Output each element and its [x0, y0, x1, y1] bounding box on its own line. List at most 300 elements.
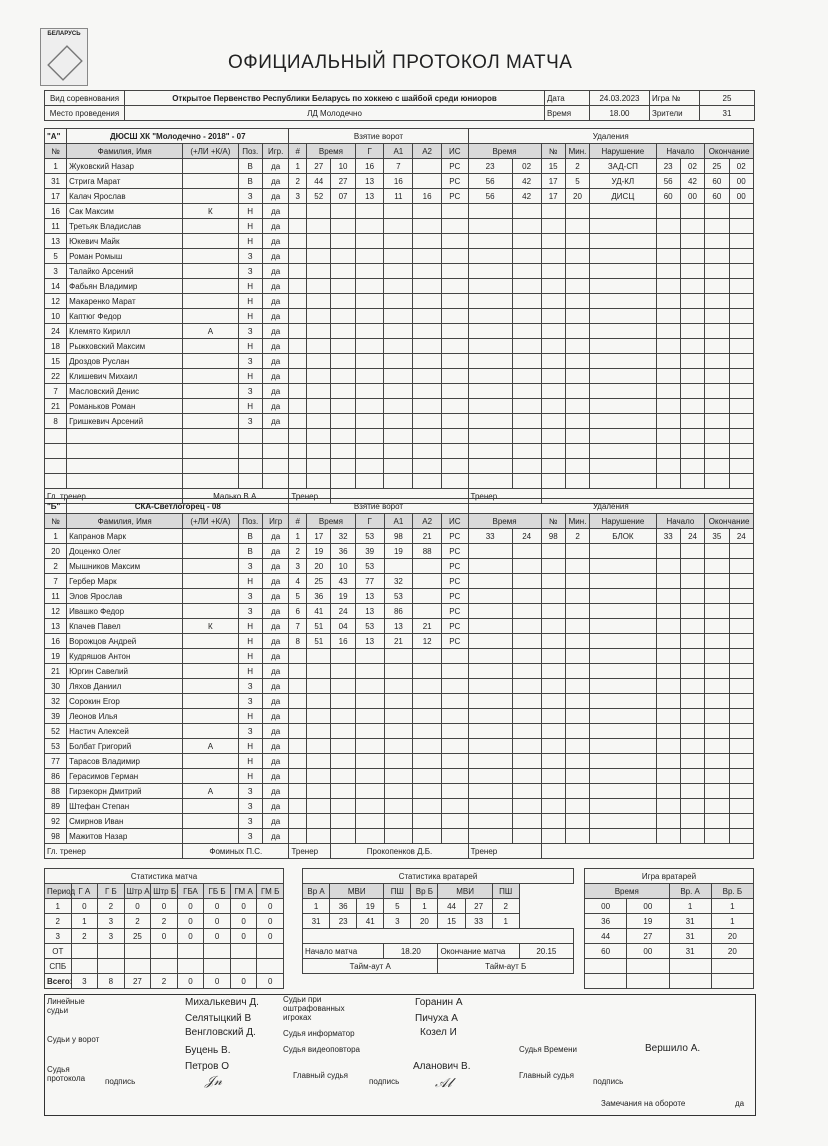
goal-a2 [413, 799, 442, 814]
goalie-play-cell: 31 [669, 929, 711, 944]
goal-g [355, 769, 384, 784]
pen-em [705, 589, 729, 604]
goal-n: 2 [289, 544, 307, 559]
pen-inf [590, 399, 656, 414]
pen-em [705, 649, 729, 664]
goal-a2 [413, 384, 442, 399]
goal-s [331, 769, 355, 784]
pen-min [565, 414, 589, 429]
pen-bs [680, 649, 704, 664]
col-no: № [45, 514, 67, 529]
player-name: Ляхов Даниил [67, 679, 183, 694]
player-mark [183, 474, 238, 489]
pen-inf [590, 544, 656, 559]
coach-label: Гл. тренер [45, 489, 183, 504]
player-no: 13 [45, 619, 67, 634]
player-mark [183, 219, 238, 234]
pen-inf [590, 444, 656, 459]
player-name: Настич Алексей [67, 724, 183, 739]
goal-a1 [384, 739, 413, 754]
goal-a2 [413, 474, 442, 489]
player-play: да [262, 769, 289, 784]
pen-s [512, 574, 541, 589]
pen-min [565, 249, 589, 264]
logo-pattern-icon [47, 45, 83, 81]
pen-bs [680, 354, 704, 369]
pen-no: 98 [541, 529, 565, 544]
goal-a1: 32 [384, 574, 413, 589]
player-no: 89 [45, 799, 67, 814]
goal-a2 [413, 769, 442, 784]
goalie-play-cell: 1 [711, 914, 753, 929]
goalie-col: Вр Б [411, 884, 438, 899]
pen-min [565, 619, 589, 634]
pen-es [729, 544, 753, 559]
stats-cell [257, 959, 284, 974]
goal-n [289, 219, 307, 234]
stats-cell [204, 944, 231, 959]
pen-min [565, 309, 589, 324]
stats-cell: 1 [45, 899, 72, 914]
goal-m [307, 754, 331, 769]
player-play: да [262, 694, 289, 709]
table-row [45, 724, 754, 739]
pen-min [565, 799, 589, 814]
player-name: Юкевич Майк [67, 234, 183, 249]
pen-bs [680, 679, 704, 694]
pen-bm [656, 279, 680, 294]
pen-inf [590, 309, 656, 324]
pen-em [705, 544, 729, 559]
goal-a1: 11 [384, 189, 413, 204]
goal-a2 [413, 429, 442, 444]
goalie-play-cell: 36 [585, 914, 627, 929]
pen-em: 60 [705, 174, 729, 189]
goal-a2 [413, 679, 442, 694]
goal-a1 [384, 354, 413, 369]
pen-es [729, 799, 753, 814]
table-row [45, 589, 754, 604]
player-no: 21 [45, 399, 67, 414]
player-no [45, 459, 67, 474]
goal-is [442, 724, 469, 739]
pen-m [468, 724, 512, 739]
goal-a2 [413, 159, 442, 174]
blank [303, 929, 574, 944]
player-mark [183, 159, 238, 174]
pen-inf [590, 679, 656, 694]
pen-es [729, 309, 754, 324]
pen-m [468, 544, 512, 559]
goal-m [307, 249, 331, 264]
player-no: 88 [45, 784, 67, 799]
goal-s [331, 829, 355, 844]
player-play: да [262, 679, 289, 694]
goal-n: 3 [289, 189, 307, 204]
pen-no [541, 204, 565, 219]
pen-s [512, 369, 541, 384]
pen-bm [656, 694, 680, 709]
pen-bs [680, 619, 704, 634]
team-tag: "Б" [45, 499, 67, 514]
pen-bs [680, 709, 704, 724]
pen-s [512, 589, 541, 604]
pen-inf: ДИСЦ [590, 189, 656, 204]
col-play: Игр. [262, 144, 289, 159]
pen-em: 35 [705, 529, 729, 544]
goal-s [331, 814, 355, 829]
pen-inf [590, 429, 656, 444]
pen-inf [590, 204, 656, 219]
player-pos: З [238, 559, 262, 574]
pen-bs [680, 694, 704, 709]
pen-inf: ЗАД-СП [590, 159, 656, 174]
team-name: СКА-Светлогорец - 08 [67, 499, 289, 514]
goal-n [289, 414, 307, 429]
player-play: да [262, 294, 289, 309]
goal-s [331, 324, 355, 339]
goal-is [442, 649, 469, 664]
goal-n [289, 249, 307, 264]
pen-m [468, 589, 512, 604]
player-mark [183, 529, 238, 544]
stats-cell: СПБ [45, 959, 72, 974]
pen-es [729, 354, 754, 369]
officials-box [44, 994, 756, 1116]
player-pos: Н [238, 709, 262, 724]
pen-em [705, 309, 729, 324]
goal-g [355, 354, 384, 369]
pen-s [512, 649, 541, 664]
goal-is [441, 369, 468, 384]
stats-cell: 0 [177, 914, 204, 929]
player-name: Леонов Илья [67, 709, 183, 724]
goal-g [355, 249, 384, 264]
player-pos [238, 474, 262, 489]
col-name: Фамилия, Имя [67, 144, 183, 159]
goal-n [289, 679, 307, 694]
table-row [45, 619, 754, 634]
trainer2-label: Тренер [468, 489, 541, 504]
goal-s: 32 [331, 529, 355, 544]
pen-min [565, 294, 589, 309]
pen-s [512, 619, 541, 634]
table-row [45, 799, 754, 814]
pen-min [565, 559, 589, 574]
pen-min [565, 664, 589, 679]
player-mark: К [183, 619, 238, 634]
pen-no [541, 694, 565, 709]
player-play: да [262, 264, 289, 279]
player-pos: В [238, 159, 262, 174]
pen-inf [590, 339, 656, 354]
pen-em [705, 264, 729, 279]
stats-cell: 0 [230, 914, 257, 929]
player-mark [183, 574, 238, 589]
goal-n [289, 444, 307, 459]
pen-bm [656, 429, 680, 444]
pen-es [729, 264, 754, 279]
goalie-play-cell: 1 [711, 899, 753, 914]
goal-s: 07 [331, 189, 355, 204]
date-label: Дата [545, 91, 590, 106]
pen-es [729, 664, 753, 679]
goal-s [331, 264, 355, 279]
player-name: Масловский Денис [67, 384, 183, 399]
pen-es [729, 634, 753, 649]
pen-es [729, 679, 753, 694]
player-pos [238, 459, 262, 474]
goal-n [289, 799, 307, 814]
pen-no [541, 234, 565, 249]
player-name: Капранов Марк [67, 529, 183, 544]
goal-g: 13 [355, 589, 384, 604]
goal-g: 16 [355, 159, 384, 174]
player-play: да [262, 414, 289, 429]
goal-n [289, 234, 307, 249]
pen-min: 20 [565, 189, 589, 204]
goal-m: 51 [307, 634, 331, 649]
player-mark: К [183, 204, 238, 219]
goal-s [331, 709, 355, 724]
pen-no [541, 649, 565, 664]
stats-cell: 0 [204, 929, 231, 944]
player-mark [183, 189, 238, 204]
goal-g [355, 309, 384, 324]
pen-m [468, 604, 512, 619]
goalie-cell: 1 [303, 899, 330, 914]
goalie-stats-table [302, 868, 574, 974]
pen-em [705, 724, 729, 739]
table-row [45, 604, 754, 619]
goal-a1 [384, 474, 413, 489]
player-pos: Н [238, 294, 262, 309]
stats-cell: 1 [71, 914, 98, 929]
pen-no [541, 384, 565, 399]
player-pos: Н [238, 279, 262, 294]
goalie-play-table [584, 868, 754, 989]
player-pos: Н [238, 649, 262, 664]
pen-no [541, 799, 565, 814]
pen-inf [590, 279, 656, 294]
goal-a1 [384, 309, 413, 324]
end-label: Окончание матча [438, 944, 519, 959]
goal-m: 27 [307, 159, 331, 174]
goalie-col: ПШ [384, 884, 411, 899]
goal-m [307, 339, 331, 354]
player-play: да [262, 619, 289, 634]
player-play: да [262, 204, 289, 219]
stats-cell: 2 [151, 914, 178, 929]
player-name: Мышников Максим [67, 559, 183, 574]
goal-is [441, 279, 468, 294]
pen-bm [656, 589, 680, 604]
goal-s [331, 799, 355, 814]
goal-m [307, 649, 331, 664]
goal-n: 1 [289, 529, 307, 544]
referee-label: Главный судья [293, 1071, 349, 1080]
table-row [45, 959, 284, 974]
goal-n [289, 724, 307, 739]
goal-s: 36 [331, 544, 355, 559]
pen-bm [656, 414, 680, 429]
goal-g [355, 219, 384, 234]
pen-s [512, 739, 541, 754]
player-no [45, 474, 67, 489]
stats-col: Штр А [124, 884, 151, 899]
player-play: да [262, 249, 289, 264]
pen-col: Окончание [705, 514, 754, 529]
goal-is [442, 784, 469, 799]
goal-s: 16 [331, 634, 355, 649]
goal-a2 [413, 324, 442, 339]
pen-col: Мин. [565, 144, 589, 159]
goal-g: 77 [355, 574, 384, 589]
goal-s [331, 474, 355, 489]
pen-m [468, 559, 512, 574]
goal-is [441, 234, 468, 249]
goal-is: РС [442, 589, 469, 604]
player-no: 32 [45, 694, 67, 709]
goal-a2: 21 [413, 619, 442, 634]
goal-g [355, 724, 384, 739]
pen-m [468, 574, 512, 589]
pen-min [565, 769, 589, 784]
goal-a1 [384, 264, 413, 279]
goal-col: А1 [384, 514, 413, 529]
pen-bm [656, 814, 680, 829]
col-name: Фамилия, Имя [67, 514, 183, 529]
stats-cell: 2 [45, 914, 72, 929]
player-no: 24 [45, 324, 67, 339]
pen-es [729, 769, 753, 784]
player-pos: Н [238, 664, 262, 679]
pen-inf [590, 574, 656, 589]
player-pos: Н [238, 634, 262, 649]
trainer-label: Тренер [289, 489, 331, 504]
goal-m [307, 279, 331, 294]
goal-is [442, 739, 469, 754]
player-name: Третьяк Владислав [67, 219, 183, 234]
stats-col: Г Б [98, 884, 125, 899]
goalie-play-cell [669, 959, 711, 974]
goal-is [441, 219, 468, 234]
player-name: Талайко Арсений [67, 264, 183, 279]
pen-em [705, 384, 729, 399]
pen-es [729, 574, 753, 589]
pen-bs [680, 754, 704, 769]
goal-a2 [413, 414, 442, 429]
pen-bm [656, 709, 680, 724]
pen-em [705, 694, 729, 709]
pen-no [541, 339, 565, 354]
col-mark: (+ЛИ +К/А) [183, 514, 238, 529]
goal-a1: 98 [384, 529, 413, 544]
pen-bs [680, 414, 704, 429]
player-no: 7 [45, 574, 67, 589]
player-pos: З [238, 249, 262, 264]
goalie-play-cell: 44 [585, 929, 627, 944]
player-name [67, 444, 183, 459]
pen-m [468, 369, 512, 384]
goal-m [307, 724, 331, 739]
pen-bm [656, 574, 680, 589]
pen-min [565, 369, 589, 384]
goal-n [289, 754, 307, 769]
stats-cell: 0 [177, 929, 204, 944]
pen-min [565, 354, 589, 369]
goalie-play-cell [585, 959, 627, 974]
stats-cell: 3 [98, 914, 125, 929]
pen-m: 23 [468, 159, 512, 174]
pen-m [468, 739, 512, 754]
stats-cell [151, 959, 178, 974]
player-no: 20 [45, 544, 67, 559]
stats-cell: Всего: [45, 974, 72, 989]
pen-em [705, 634, 729, 649]
player-no: 92 [45, 814, 67, 829]
goal-m [307, 784, 331, 799]
stats-col: ГМ Б [257, 884, 284, 899]
pen-bs [680, 219, 704, 234]
goal-g: 53 [355, 529, 384, 544]
pen-inf: УД-КЛ [590, 174, 656, 189]
table-row [45, 929, 284, 944]
goalie-cell: 44 [438, 899, 465, 914]
pen-bs [680, 339, 704, 354]
goal-n [289, 664, 307, 679]
goal-n [289, 739, 307, 754]
player-mark [183, 634, 238, 649]
match-stats-title: Статистика матча [45, 869, 284, 884]
player-name: Штефан Степан [67, 799, 183, 814]
stats-cell [124, 959, 151, 974]
goalie-cell: 15 [438, 914, 465, 929]
goal-is [441, 399, 468, 414]
goal-m [307, 444, 331, 459]
informator-label: Судья информатор [283, 1029, 355, 1038]
table-row [45, 649, 754, 664]
player-pos: Н [238, 739, 262, 754]
stats-cell: 0 [257, 929, 284, 944]
goalie-play-cell: 00 [627, 899, 669, 914]
goal-a1: 53 [384, 589, 413, 604]
goal-n: 5 [289, 589, 307, 604]
pen-inf [590, 264, 656, 279]
player-pos: З [238, 589, 262, 604]
goal-n [289, 459, 307, 474]
player-no: 22 [45, 369, 67, 384]
stats-cell: 3 [98, 929, 125, 944]
player-pos [238, 444, 262, 459]
pen-bm [656, 324, 680, 339]
player-mark [183, 694, 238, 709]
table-row [45, 234, 754, 249]
coach-name: Фоминых П.С. [183, 844, 289, 859]
player-play: да [262, 634, 289, 649]
goal-is [442, 664, 469, 679]
goal-a2 [413, 399, 442, 414]
pen-s: 02 [512, 159, 541, 174]
pen-m [468, 694, 512, 709]
player-pos: З [238, 264, 262, 279]
goalie-play-col: Время [585, 884, 670, 899]
pen-min [565, 829, 589, 844]
pen-min [565, 219, 589, 234]
table-row [45, 189, 754, 204]
pen-m [468, 474, 512, 489]
pen-m [468, 664, 512, 679]
